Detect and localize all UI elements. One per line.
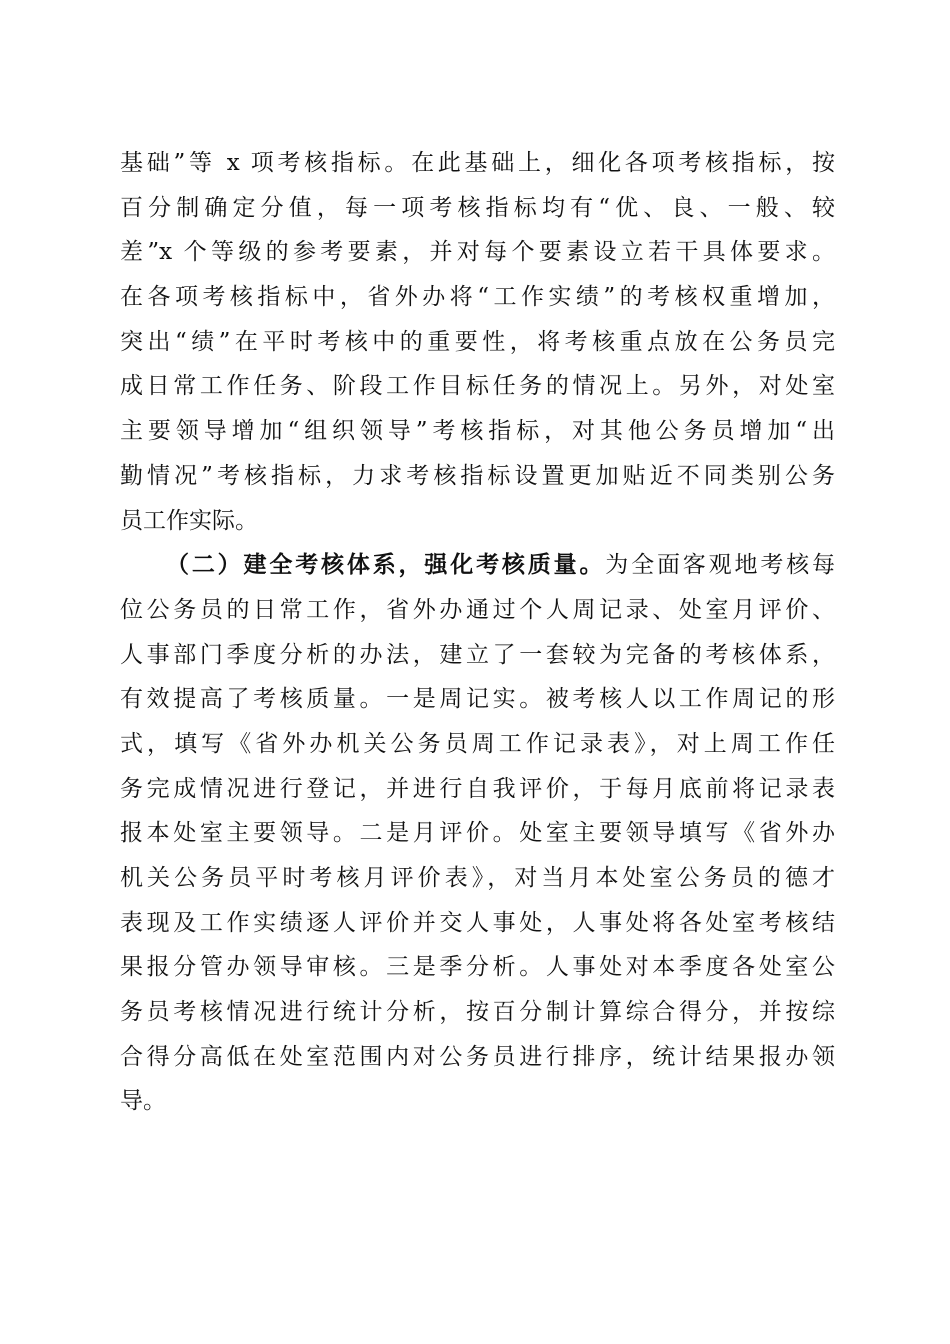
text-line: 导。: [120, 1088, 166, 1115]
text-line: 勤情况”考核指标，力求考核指标设置更加贴近不同类别公务: [120, 462, 835, 489]
text-line: 报本处室主要领导。二是月评价。处室主要领导填写《省外办: [120, 820, 835, 847]
text-line: 基础”等 x 项考核指标。在此基础上，细化各项考核指标，按: [120, 150, 835, 176]
text-line: 务完成情况进行登记，并进行自我评价，于每月底前将记录表: [120, 775, 835, 802]
text-line: 突出“绩”在平时考核中的重要性，将考核重点放在公务员完: [120, 328, 835, 355]
paragraph-assessment-indicators: [120, 141, 835, 543]
section-heading: （二）建全考核体系，强化考核质量。: [166, 551, 606, 579]
text-line: 位公务员的日常工作，省外办通过个人周记录、处室月评价、: [120, 596, 835, 623]
text-line: 有效提高了考核质量。一是周记实。被考核人以工作周记的形: [120, 686, 835, 713]
text-line: 成日常工作任务、阶段工作目标任务的情况上。另外，对处室: [120, 373, 835, 400]
text-line: 主要领导增加“组织领导”考核指标，对其他公务员增加“出: [120, 418, 835, 445]
text-line: 机关公务员平时考核月评价表》，对当月本处室公务员的德才: [120, 865, 835, 891]
text-line: 表现及工作实绩逐人评价并交人事处，人事处将各处室考核结: [120, 909, 835, 936]
text-line: 务员考核情况进行统计分析，按百分制计算综合得分，并按综: [120, 999, 835, 1026]
text-run: 为全面客观地考核每: [605, 552, 835, 579]
section-heading-line: [120, 543, 835, 588]
document-body: [120, 141, 835, 1124]
text-line: 合得分高低在处室范围内对公务员进行排序，统计结果报办领: [120, 1043, 835, 1070]
text-line: 果报分管办领导审核。三是季分析。人事处对本季度各处室公: [120, 954, 835, 981]
text-line: 员工作实际。: [120, 507, 258, 534]
text-line: 差”x 个等级的参考要素，并对每个要素设立若干具体要求。: [120, 239, 835, 266]
text-line: 人事部门季度分析的办法，建立了一套较为完备的考核体系，: [120, 641, 835, 668]
paragraph-assessment-system: [120, 543, 835, 1124]
text-line: 百分制确定分值，每一项考核指标均有“优、良、一般、较: [120, 194, 835, 221]
text-line: 式，填写《省外办机关公务员周工作记录表》，对上周工作任: [120, 730, 835, 757]
text-line: 在各项考核指标中，省外办将“工作实绩”的考核权重增加，: [120, 284, 835, 311]
